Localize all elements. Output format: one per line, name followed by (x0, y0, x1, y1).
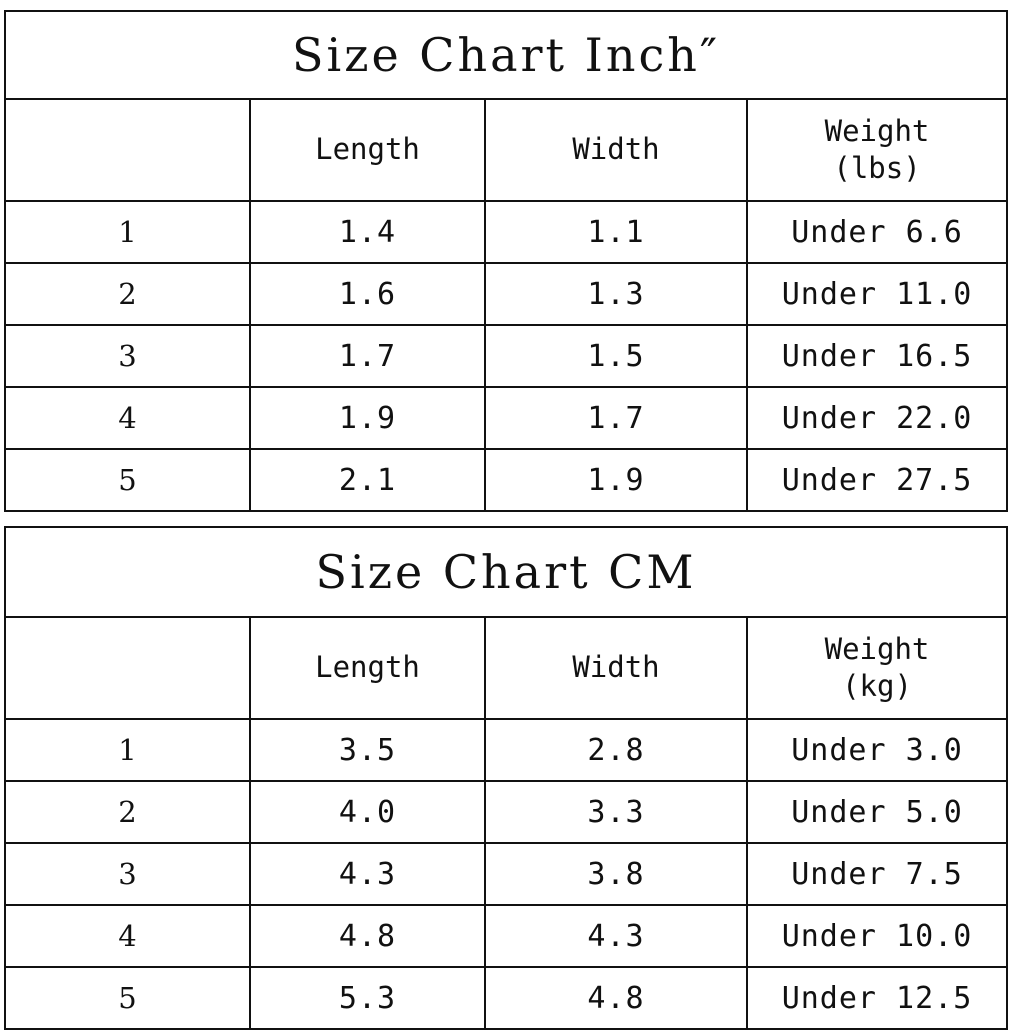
chart-title-cm: Size Chart CM (5, 527, 1007, 617)
top-spacer (0, 0, 1010, 10)
row-width: 4.8 (485, 967, 747, 1029)
row-weight: Under 10.0 (747, 905, 1007, 967)
table-row (5, 263, 1007, 325)
row-width: 1.5 (485, 325, 747, 387)
table-header-row (5, 617, 1007, 719)
row-weight: Under 11.0 (747, 263, 1007, 325)
header-weight-label-cm: Weight (824, 631, 930, 666)
row-length: 4.3 (250, 843, 485, 905)
row-index: 2 (5, 781, 250, 843)
row-weight: Under 7.5 (747, 843, 1007, 905)
header-index-inch (5, 99, 250, 201)
row-weight: Under 16.5 (747, 325, 1007, 387)
row-width: 3.3 (485, 781, 747, 843)
row-width: 2.8 (485, 719, 747, 781)
header-width-cm: Width (485, 617, 747, 719)
row-length: 1.6 (250, 263, 485, 325)
row-weight: Under 27.5 (747, 449, 1007, 511)
row-weight: Under 5.0 (747, 781, 1007, 843)
row-width: 4.3 (485, 905, 747, 967)
row-weight: Under 3.0 (747, 719, 1007, 781)
table-row (5, 325, 1007, 387)
row-index: 4 (5, 905, 250, 967)
header-weight-unit-cm: (kg) (842, 669, 912, 703)
header-weight-unit-inch: (lbs) (833, 151, 921, 185)
row-index: 4 (5, 387, 250, 449)
row-length: 1.4 (250, 201, 485, 263)
table-row (5, 387, 1007, 449)
row-index: 1 (5, 719, 250, 781)
row-index: 5 (5, 967, 250, 1029)
table-title-row (5, 11, 1007, 99)
table-row (5, 449, 1007, 511)
row-width: 1.7 (485, 387, 747, 449)
row-length: 4.8 (250, 905, 485, 967)
chart-separator (0, 512, 1010, 526)
row-length: 2.1 (250, 449, 485, 511)
table-row (5, 843, 1007, 905)
row-weight: Under 12.5 (747, 967, 1007, 1029)
row-width: 3.8 (485, 843, 747, 905)
size-chart-inch-table (4, 10, 1008, 512)
table-row (5, 201, 1007, 263)
row-width: 1.9 (485, 449, 747, 511)
table-row (5, 719, 1007, 781)
header-weight-label-inch: Weight (824, 113, 930, 148)
row-index: 5 (5, 449, 250, 511)
row-length: 1.9 (250, 387, 485, 449)
header-weight-cm (747, 617, 1007, 719)
row-length: 4.0 (250, 781, 485, 843)
table-row (5, 781, 1007, 843)
row-width: 1.3 (485, 263, 747, 325)
row-width: 1.1 (485, 201, 747, 263)
row-length: 1.7 (250, 325, 485, 387)
row-weight: Under 6.6 (747, 201, 1007, 263)
header-length-inch: Length (250, 99, 485, 201)
row-index: 3 (5, 843, 250, 905)
header-index-cm (5, 617, 250, 719)
chart-title-inch: Size Chart Inch″ (5, 11, 1007, 99)
row-length: 5.3 (250, 967, 485, 1029)
table-header-row (5, 99, 1007, 201)
row-length: 3.5 (250, 719, 485, 781)
header-weight-inch (747, 99, 1007, 201)
table-title-row (5, 527, 1007, 617)
size-chart-cm (4, 526, 1006, 1030)
size-chart-inch (4, 10, 1006, 512)
row-index: 3 (5, 325, 250, 387)
row-index: 2 (5, 263, 250, 325)
row-index: 1 (5, 201, 250, 263)
table-row (5, 905, 1007, 967)
size-chart-cm-table (4, 526, 1008, 1030)
table-row (5, 967, 1007, 1029)
row-weight: Under 22.0 (747, 387, 1007, 449)
header-width-inch: Width (485, 99, 747, 201)
header-length-cm: Length (250, 617, 485, 719)
